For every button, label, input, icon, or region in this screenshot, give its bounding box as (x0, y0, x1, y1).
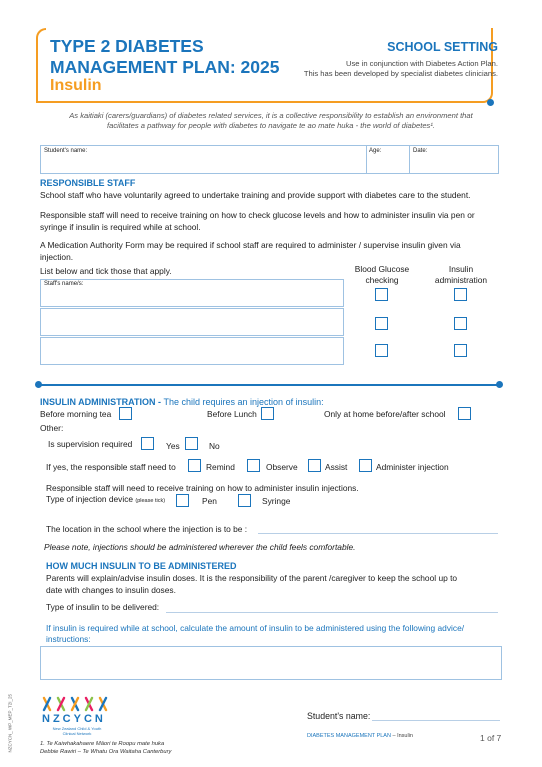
remind-checkbox[interactable] (188, 459, 201, 472)
device-label: Type of injection device (please tick) (46, 494, 166, 504)
no-label: No (209, 441, 220, 451)
yes-label: Yes (166, 441, 180, 451)
nzcycn-logo-subtitle: New Zealand Child & Youth Clinical Network (52, 726, 102, 736)
staff-name-box-3[interactable] (40, 337, 344, 365)
insulin-type-label: Type of insulin to be delivered: (46, 602, 160, 612)
syringe-label: Syringe (262, 496, 291, 506)
if-yes-label: If yes, the responsible staff need to (46, 462, 176, 472)
nzcycn-logo-icon (40, 694, 120, 714)
administer-label: Administer injection (376, 462, 449, 472)
insulin-admin-checkbox-1[interactable] (454, 288, 467, 301)
how-much-paragraph: Parents will explain/advise insulin doses. It is the responsibility of the parent /caregiver to keep the school up to date with changes to insulin doses. (46, 573, 458, 595)
advice-instruction: If insulin is required while at school, calculate the amount of insulin to be administered using the following advice/ instructions: (46, 623, 465, 644)
how-much-heading: HOW MUCH INSULIN TO BE ADMINISTERED (46, 561, 237, 571)
setting-label: SCHOOL SETTING (387, 40, 498, 54)
column-insulin-admin: Insulin administration (434, 264, 488, 285)
student-row (40, 145, 499, 174)
pen-checkbox[interactable] (176, 494, 189, 507)
footer-doc-label: DIABETES MANAGEMENT PLAN – Insulin (307, 733, 413, 739)
insulin-admin-checkbox-3[interactable] (454, 344, 467, 357)
staff-paragraph-2: Responsible staff will need to receive training on how to check glucose levels and how to administer insulin via pen or syringe if insulin is required while at school. (40, 210, 475, 232)
insulin-type-input-line[interactable] (166, 612, 498, 613)
header-frame-dot (487, 99, 494, 106)
section-divider (39, 384, 501, 386)
observe-label: Observe (266, 462, 298, 472)
supervision-yes-checkbox[interactable] (141, 437, 154, 450)
staff-name-label: Staff's name/s: (44, 281, 84, 287)
page-subtitle: Insulin (50, 77, 102, 94)
staff-paragraph-1: School staff who have voluntarily agreed to undertake training and provide support with diabetes care to the student. (40, 190, 471, 200)
assist-checkbox[interactable] (308, 459, 321, 472)
age-field[interactable]: Age: (369, 148, 382, 154)
observe-checkbox[interactable] (247, 459, 260, 472)
location-label: The location in the school where the injection is to be : (46, 524, 248, 534)
header-frame-corner (36, 28, 46, 103)
supervision-question: Is supervision required (48, 439, 133, 449)
footnote: 1. Te Kaiwhakahaere Māori te Roopu mate huka Debbie Rawiri – Te Whatu Ora Waitaha Canterbury (40, 741, 172, 755)
before-morning-tea-checkbox[interactable] (119, 407, 132, 420)
pen-label: Pen (202, 496, 217, 506)
footer-student-name-label: Student's name: (307, 711, 371, 721)
header-note: Use in conjunction with Diabetes Action Plan. This has been developed by specialist diabetes clinicians. (303, 59, 498, 78)
please-note: Please note, injections should be administered wherever the child feels comfortable. (44, 542, 356, 552)
section-divider-dot-right (496, 381, 503, 388)
before-morning-tea-label: Before morning tea (40, 409, 112, 419)
before-lunch-label: Before Lunch (207, 409, 257, 419)
supervision-no-checkbox[interactable] (185, 437, 198, 450)
before-lunch-checkbox[interactable] (261, 407, 274, 420)
list-instruction: List below and tick those that apply. (40, 266, 172, 276)
intro-text: As kaitiaki (carers/guardians) of diabetes related services, it is a collective responsibility to establish an environment that facilitates a pathway for people with diabetes to navigate te ao mate huka - the world of diabetes¹. (69, 111, 473, 130)
bg-checking-checkbox-1[interactable] (375, 288, 388, 301)
responsible-staff-heading: RESPONSIBLE STAFF (40, 178, 136, 188)
administer-checkbox[interactable] (359, 459, 372, 472)
vertical-code: NZCYCN_ WP_MEP_T2I_25 (7, 693, 13, 753)
page-title: TYPE 2 DIABETES MANAGEMENT PLAN: 2025 (50, 36, 280, 77)
other-label: Other: (40, 423, 64, 433)
insulin-admin-checkbox-2[interactable] (454, 317, 467, 330)
staff-name-box-1[interactable] (40, 279, 344, 307)
column-bg-checking: Blood Glucose checking (354, 264, 410, 285)
bg-checking-checkbox-2[interactable] (375, 317, 388, 330)
staff-paragraph-3: A Medication Authority Form may be required if school staff are required to administer / supervise insulin given via injection. (40, 240, 461, 262)
insulin-admin-heading: INSULIN ADMINISTRATION - The child requires an injection of insulin: (40, 397, 324, 407)
nzcycn-logo-text: NZCYCN (42, 713, 106, 725)
location-input-line[interactable] (258, 533, 498, 534)
remind-label: Remind (206, 462, 235, 472)
staff-name-box-2[interactable] (40, 308, 344, 336)
advice-textbox[interactable] (40, 646, 502, 680)
only-home-checkbox[interactable] (458, 407, 471, 420)
assist-label: Assist (325, 462, 348, 472)
page-number: 1 of 7 (480, 733, 502, 743)
student-name-field[interactable]: Student's name: (44, 148, 88, 154)
date-field[interactable]: Date: (413, 148, 428, 154)
footer-student-name-line[interactable] (372, 720, 500, 721)
training-note: Responsible staff will need to receive training on how to administer insulin injections. (46, 483, 359, 493)
syringe-checkbox[interactable] (238, 494, 251, 507)
bg-checking-checkbox-3[interactable] (375, 344, 388, 357)
only-home-label: Only at home before/after school (324, 409, 446, 419)
